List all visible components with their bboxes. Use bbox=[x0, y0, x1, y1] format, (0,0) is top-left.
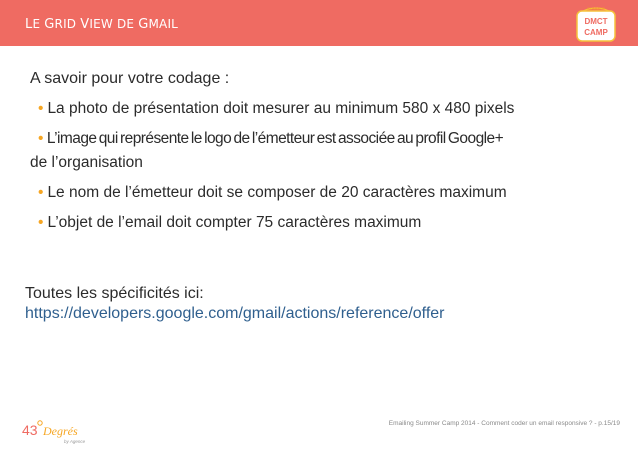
bullet-dot: • bbox=[38, 100, 44, 117]
title-segment: G bbox=[138, 17, 149, 32]
specs-link[interactable]: https://developers.google.com/gmail/actions/reference/offer bbox=[25, 305, 445, 322]
footer-text: Emailing Summer Camp 2014 - Comment coder un email responsive ? - p.15/19 bbox=[388, 420, 620, 427]
title-segment: G bbox=[44, 17, 55, 32]
title-segment: RID bbox=[54, 17, 81, 31]
camp-logo-line2: DMCT bbox=[584, 17, 608, 26]
specs-block bbox=[25, 284, 445, 324]
bullet-text: L’image qui représente le logo de l’émetteur est associée au profil Google+ bbox=[46, 130, 504, 147]
bullet-dot: • bbox=[38, 214, 44, 231]
logo-sub: by Agence bbox=[64, 439, 86, 444]
bullet-list bbox=[30, 97, 620, 235]
bullet-text: Le nom de l’émetteur doit se composer de 20 caractères maximum bbox=[47, 184, 507, 201]
camp-logo-line1: SUMMER bbox=[587, 6, 605, 11]
slide-header bbox=[0, 0, 638, 46]
bullet-item bbox=[30, 127, 620, 175]
logo-word: Degrés bbox=[43, 424, 78, 438]
bullet-text: La photo de présentation doit mesurer au minimum 580 x 480 pixels bbox=[47, 100, 515, 117]
bullet-item bbox=[30, 181, 620, 205]
title-segment: V bbox=[80, 17, 90, 32]
title-segment: L bbox=[25, 17, 33, 32]
intro-text: A savoir pour votre codage : bbox=[30, 70, 230, 87]
bullet-item bbox=[30, 97, 620, 121]
logo-number: 43 bbox=[22, 422, 38, 438]
43-degres-logo bbox=[20, 418, 86, 446]
bullet-continuation: de l’organisation bbox=[30, 154, 143, 171]
slide-title bbox=[25, 17, 178, 32]
summer-camp-logo bbox=[571, 5, 621, 45]
bullet-item bbox=[30, 211, 620, 235]
bullet-dot: • bbox=[38, 130, 43, 147]
title-segment: E bbox=[32, 17, 45, 31]
bullet-text: L’objet de l’email doit compter 75 caractères maximum bbox=[47, 214, 422, 231]
title-segment: MAIL bbox=[148, 17, 179, 31]
specs-label: Toutes les spécificités ici: bbox=[25, 285, 204, 302]
camp-logo-line3: CAMP bbox=[584, 28, 608, 37]
title-segment: IEW DE bbox=[89, 17, 139, 31]
bullet-dot: • bbox=[38, 184, 44, 201]
slide-content bbox=[30, 70, 620, 241]
